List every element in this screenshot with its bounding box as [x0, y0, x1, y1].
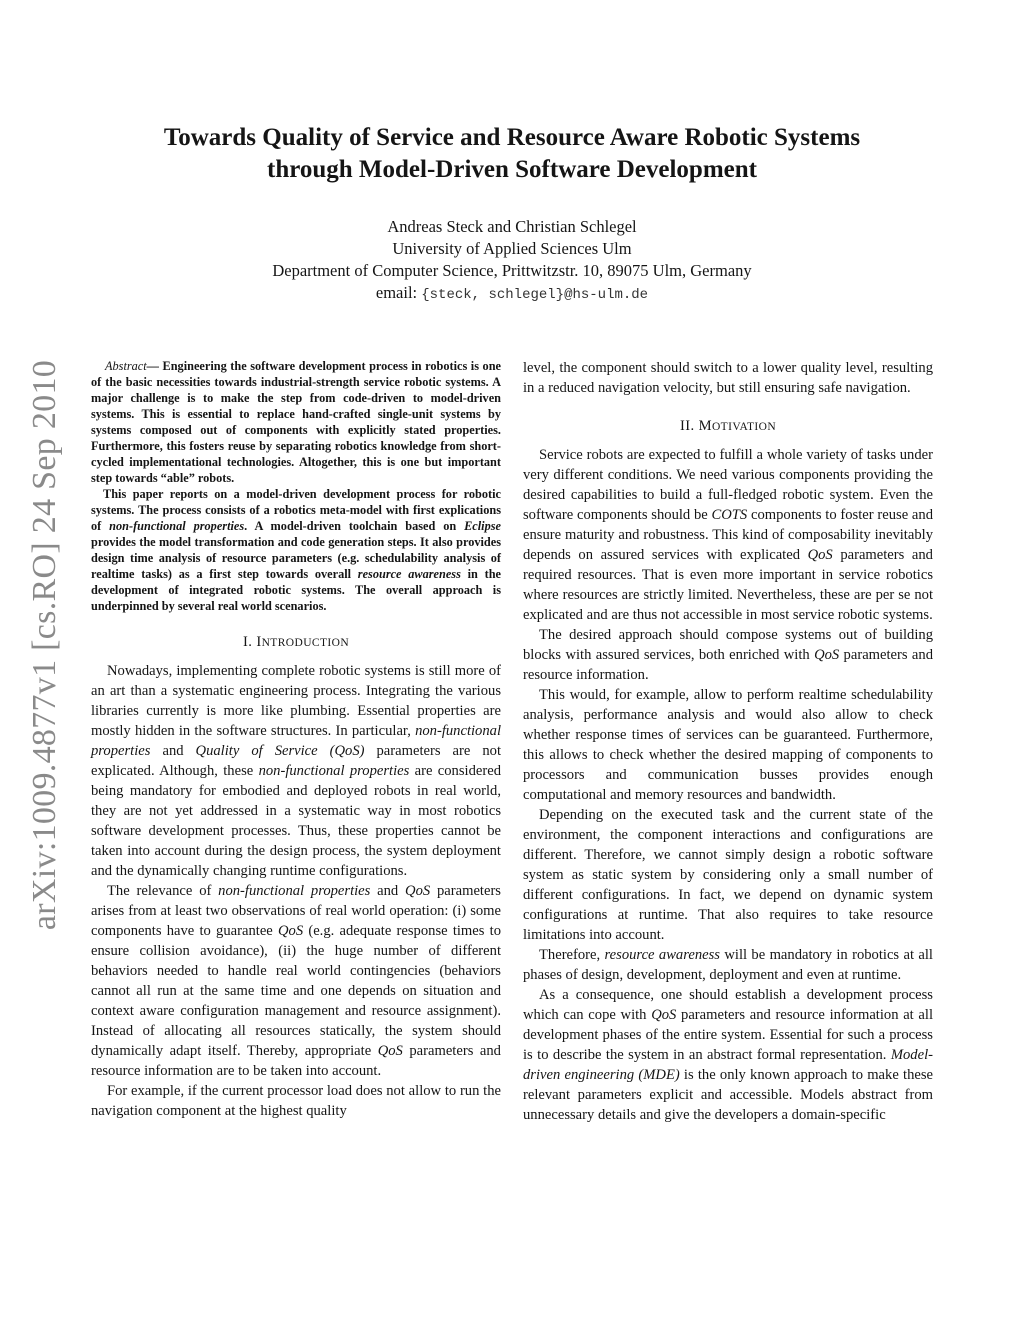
section-numeral: I.	[242, 634, 253, 650]
body-text: and	[150, 743, 196, 759]
left-column	[91, 358, 501, 1121]
intro-paragraph-3: For example, if the current processor load does not allow to run the navigation component at the highest quality	[91, 1083, 501, 1119]
abstract-emphasis: resource awareness	[357, 567, 461, 581]
motivation-paragraph-1	[523, 445, 933, 625]
section-title-rest: NTRODUCTION	[261, 637, 350, 649]
section-title-rest: OTIVATION	[711, 421, 777, 433]
abstract-text: provides the model transformation and code generation steps. It also provides design time analysis of resource parameters (e.g. schedulability analysis of realtime tasks) as a first step towards overall	[91, 535, 501, 581]
author-block	[80, 216, 944, 306]
body-emphasis: non-functional properties	[91, 723, 501, 759]
body-text: Service robots are expected to fulfill a whole variety of tasks under very different conditions. We need various components providing the desired capabilities to build a full-fledged robotic system. Even the software components should be	[523, 447, 933, 523]
section-title-initial: I	[256, 634, 262, 650]
abstract-text: This paper reports on a model-driven development process for robotic systems. The process consists of a robotics meta-model with first explications of	[91, 487, 501, 533]
section-numeral: II.	[679, 418, 695, 434]
body-text: parameters and resource information.	[523, 647, 933, 683]
body-text: are considered being mandatory for embodied and deployed robots in real world, they are not yet addressed in a systematic way in most robotics software development processes. Thus, these properties cannot be taken into account during the design process, the system deployment and the dynamically changing runtime configurations.	[91, 763, 501, 879]
body-emphasis: QoS	[277, 923, 304, 939]
body-emphasis: non-functional properties	[218, 883, 371, 899]
body-text: parameters arises from at least two observations of real world operation: (i) some components have to guarantee	[91, 883, 501, 939]
body-emphasis: QoS	[405, 883, 431, 899]
body-text: parameters and required resources. That is even more important in service robotics where resources are strictly limited. Nevertheless, these are per se not explicated and are thus not accessible in most service robotic systems.	[523, 547, 933, 623]
abstract-text: in the development of integrated robotic systems. The overall approach is underpinned by several real world scenarios.	[91, 567, 502, 613]
intro-paragraph-1	[91, 661, 501, 881]
motivation-body	[523, 445, 933, 1125]
arxiv-identifier: arXiv:1009.4877v1 [cs.RO] 24 Sep 2010	[26, 359, 63, 931]
body-text: parameters and resource information at all development phases of the entire system. Essential for such a process is to describe the system in an abstract formal representation.	[523, 1007, 933, 1063]
title-line-2: through Model-Driven Software Development	[267, 156, 757, 183]
right-column	[523, 358, 933, 1125]
email-line	[80, 282, 944, 306]
intro-paragraph-3-continued: level, the component should switch to a lower quality level, resulting in a reduced navigation velocity, but still ensuring safe navigation.	[523, 360, 933, 396]
body-emphasis: COTS	[711, 507, 748, 523]
body-text: parameters are not explicated. Although, these	[91, 743, 501, 779]
body-emphasis: Quality of Service (QoS)	[195, 743, 365, 759]
body-text: Therefore,	[539, 947, 605, 963]
body-emphasis: QoS	[807, 547, 833, 563]
motivation-paragraph-3: This would, for example, allow to perform realtime schedulability analysis, performance analysis and would also allow to check whether response times of services can be guaranteed. Furthermore, this allows to check whether the desired mapping of components to processors and communication busses provides enough computational and memory resources and bandwidth.	[523, 687, 933, 803]
introduction-body	[91, 661, 501, 1121]
body-text: The relevance of	[107, 883, 219, 899]
abstract	[91, 358, 501, 614]
body-text: Nowadays, implementing complete robotic systems is still more of an art than a systematic engineering process. Integrating the various libraries currently is more like plumbing. Essential properties are mostly hidden in the software structures. In particular,	[91, 663, 501, 739]
abstract-emphasis: non-functional properties	[109, 519, 245, 533]
body-text: The desired approach should compose systems out of building blocks with assured services, both enriched with	[523, 627, 933, 663]
email-label: email:	[375, 283, 418, 302]
motivation-paragraph-5	[523, 945, 933, 985]
body-emphasis: QoS	[377, 1043, 403, 1059]
section-heading-motivation	[523, 416, 933, 437]
body-text: components to foster reuse and ensure maturity and robustness. This kind of composability inevitably depends on assured services with explicated	[523, 507, 933, 563]
motivation-paragraph-4: Depending on the executed task and the current state of the environment, the component interactions and configurations are different. Therefore, we cannot simply design a robotic software system as static system by considering only a small number of different configurations. In fact, we depend on dynamic system configurations at runtime. That also requires to take resource limitations into account.	[523, 807, 933, 943]
affiliation: University of Applied Sciences Ulm	[392, 239, 632, 258]
email-address[interactable]: {steck, schlegel}@hs-ulm.de	[421, 287, 649, 303]
body-emphasis: QoS	[651, 1007, 677, 1023]
intro-paragraph-2	[91, 881, 501, 1081]
body-emphasis: QoS	[814, 647, 840, 663]
abstract-paragraph-1: Abstract— Engineering the software development process in robotics is one of the basic necessities towards industrial-strength service robotic systems. A major challenge is to make the step from code-driven to model-driven systems. This is essential to replace hand-crafted single-unit systems by systems composed out of components with explicitly stated properties. Furthermore, this fosters reuse by separating robotics knowledge from short-cycled implementational technologies. Altogether, this is one but important step towards “able” robots.	[91, 359, 501, 485]
abstract-text: . A model-driven toolchain based on	[244, 519, 465, 533]
body-emphasis: resource awareness	[604, 947, 720, 963]
abstract-emphasis: Eclipse	[464, 519, 501, 533]
body-text: As a consequence, one should establish a development process which can cope with	[523, 987, 933, 1023]
abstract-text: Engineering the software development process in robotics is one of the basic necessities towards industrial-strength service robotic systems. A major challenge is to make the step from code-driven to model-driven systems. This is essential to replace hand-crafted single-unit systems by systems composed out of components with explicitly stated properties. Furthermore, this fosters reuse by separating robotics knowledge from short-cycled implementational technologies. Altogether, this is one but important step towards “able” robots.	[91, 359, 501, 485]
body-text: will be mandatory in robotics at all phases of design, development, deployment and even at runtime.	[523, 947, 933, 983]
section-heading-introduction	[91, 632, 501, 653]
title-line-1: Towards Quality of Service and Resource Aware Robotic Systems	[163, 124, 861, 151]
section-title-initial: M	[698, 418, 712, 434]
body-text: (e.g. adequate response times to ensure collision avoidance), (ii) the huge number of different behaviors needed to handle real world contingencies (behaviors cannot all run at the same time and one depends on situation and context aware configuration management and resource assignment). Instead of allocating all resources statically, the system should dynamically adapt itself. Thereby, appropriate	[91, 923, 501, 1059]
motivation-paragraph-6	[523, 985, 933, 1125]
body-emphasis: Model-driven engineering (MDE)	[523, 1047, 933, 1083]
body-text: and	[370, 883, 406, 899]
department-address: Department of Computer Science, Prittwitzstr. 10, 89075 Ulm, Germany	[272, 261, 752, 280]
body-emphasis: non-functional properties	[258, 763, 410, 779]
abstract-heading: Abstract	[105, 359, 147, 373]
abstract-paragraph-2	[91, 486, 501, 614]
author-names: Andreas Steck and Christian Schlegel	[387, 217, 637, 236]
continued-text	[523, 358, 933, 398]
paper-title	[80, 122, 944, 186]
motivation-paragraph-2	[523, 625, 933, 685]
body-text: parameters and resource information are to be taken into account.	[91, 1043, 501, 1079]
body-text: is the only known approach to make these relevant parameters explicit and accessible. Models abstract from unnecessary details and give the developers a domain-specific	[523, 1067, 934, 1123]
